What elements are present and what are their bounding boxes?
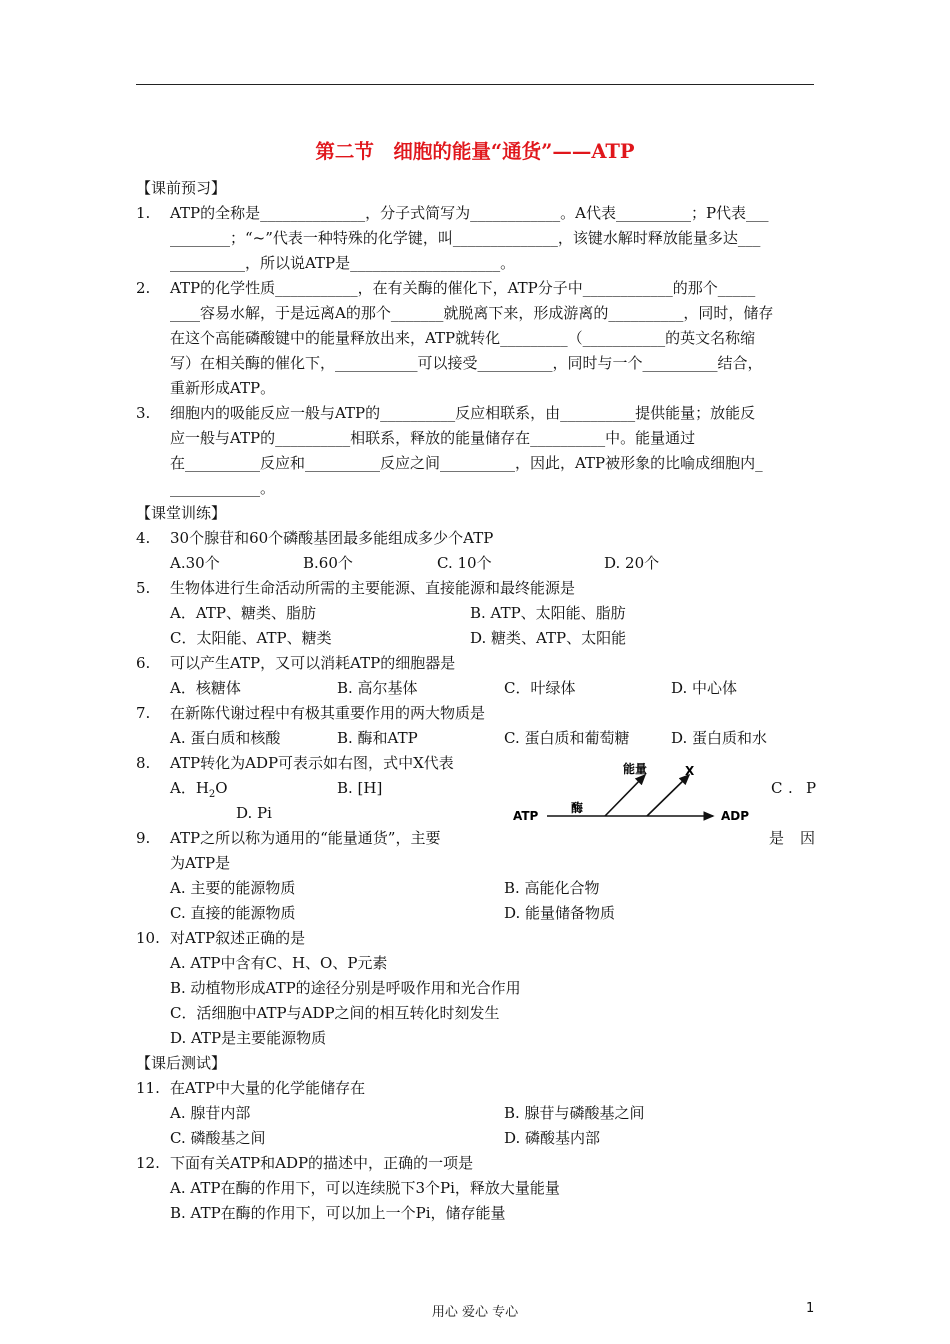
q7-option-b: B. 酶和ATP	[337, 729, 418, 747]
q3-line-2: 应一般与ATP的__________相联系，释放的能量储存在__________中。能量通过	[170, 429, 696, 447]
question-number: 8.	[136, 754, 151, 772]
q8-option-c-letter: C	[771, 779, 783, 797]
q5-stem: 生物体进行生命活动所需的主要能源、直接能源和最终能源是	[170, 579, 576, 597]
q11-option-b: B. 腺苷与磷酸基之间	[504, 1104, 645, 1122]
q8-a-pre: A．H	[170, 779, 209, 797]
q9-stem: ATP之所以称为通用的“能量通货”，主要	[170, 829, 441, 847]
question-number: 1.	[136, 204, 151, 222]
question-number: 2.	[136, 279, 151, 297]
q6-option-b: B. 高尔基体	[337, 679, 418, 697]
q1-line-2: ________；“~”代表一种特殊的化学键，叫______________，该键水解时释放能量多达___	[170, 229, 761, 247]
q1-line-3: __________，所以说ATP是____________________。	[170, 254, 516, 272]
q8-option-c-value: P	[806, 779, 817, 797]
q1-line-1: ATP的全称是______________，分子式简写为____________。A代表__________；P代表___	[170, 204, 769, 222]
q7-option-a: A. 蛋白质和核酸	[170, 729, 281, 747]
q10-option-b: B. 动植物形成ATP的途径分别是呼吸作用和光合作用	[170, 979, 521, 997]
q6-option-a: A．核糖体	[170, 679, 241, 697]
q8-option-a	[170, 778, 228, 798]
q3-line-3: 在__________反应和__________反应之间__________，因此，ATP被形象的比喻成细胞内_	[170, 454, 763, 472]
q12-option-a: A. ATP在酶的作用下，可以连续脱下3个Pi，释放大量能量	[170, 1179, 560, 1197]
q2-line-2: ____容易水解，于是远离A的那个_______就脱离下来，形成游离的__________，同时，储存	[170, 304, 774, 322]
diagram-x-label: X	[685, 764, 695, 778]
q8-option-b: B. [H]	[337, 779, 383, 797]
diagram-energy-label: 能量	[623, 762, 648, 776]
q9-option-d: D. 能量储备物质	[504, 904, 616, 922]
top-rule	[136, 84, 814, 85]
q4-option-b: B.60个	[303, 554, 353, 572]
diagram-enzyme-label: 酶	[571, 801, 584, 815]
q11-option-c: C. 磷酸基之间	[170, 1129, 266, 1147]
q6-option-d: D. 中心体	[671, 679, 738, 697]
q7-option-c: C. 蛋白质和葡萄糖	[504, 729, 630, 747]
q2-line-4: 写）在相关酶的催化下，___________可以接受__________，同时与一个__________结合，	[170, 354, 763, 372]
q10-stem: 对ATP叙述正确的是	[170, 929, 306, 947]
q9-option-c: C. 直接的能源物质	[170, 904, 296, 922]
q5-option-a: A．ATP、糖类、脂肪	[170, 604, 316, 622]
q12-stem: 下面有关ATP和ADP的描述中，正确的一项是	[170, 1154, 474, 1172]
q5-option-d: D. 糖类、ATP、太阳能	[470, 629, 627, 647]
q4-option-c: C. 10个	[437, 554, 492, 572]
question-number: 5.	[136, 579, 151, 597]
q2-line-3: 在这个高能磷酸键中的能量释放出来，ATP就转化_________（___________的英文名称缩	[170, 329, 756, 347]
q9-stem-fragment-2: 因	[800, 829, 816, 847]
q5-option-c: C．太阳能、ATP、糖类	[170, 629, 332, 647]
q6-stem: 可以产生ATP，又可以消耗ATP的细胞器是	[170, 654, 456, 672]
section-heading-preview: 【课前预习】	[136, 179, 227, 197]
question-number: 6.	[136, 654, 151, 672]
q11-stem: 在ATP中大量的化学能储存在	[170, 1079, 366, 1097]
q9-option-b: B. 高能化合物	[504, 879, 600, 897]
q4-option-d: D. 20个	[604, 554, 660, 572]
question-number: 7.	[136, 704, 151, 722]
q7-stem: 在新陈代谢过程中有极其重要作用的两大物质是	[170, 704, 486, 722]
section-heading-after: 【课后测试】	[136, 1054, 227, 1072]
page-footer: 用心 爱心 专心	[431, 1305, 519, 1320]
q10-option-a: A. ATP中含有C、H、O、P元素	[170, 954, 388, 972]
energy-arrow	[605, 775, 645, 816]
q2-line-1: ATP的化学性质___________，在有关酶的催化下，ATP分子中____________的那个_____	[170, 279, 756, 297]
q8-a-sub: 2	[208, 789, 216, 800]
question-number: 12.	[136, 1154, 160, 1172]
atp-adp-diagram	[505, 757, 765, 831]
page-number: 1	[806, 1301, 815, 1316]
q4-stem: 30个腺苷和60个磷酸基团最多能组成多少个ATP	[170, 529, 494, 547]
question-number: 11.	[136, 1079, 160, 1097]
q7-option-d: D. 蛋白质和水	[671, 729, 768, 747]
question-number: 3.	[136, 404, 151, 422]
q10-option-c: C．活细胞中ATP与ADP之间的相互转化时刻发生	[170, 1004, 500, 1022]
q8-stem: ATP转化为ADP可表示如右图，式中X代表	[170, 754, 454, 772]
q9-stem-continued: 为ATP是	[170, 854, 231, 872]
q8-option-d: D. Pi	[236, 804, 272, 822]
q5-option-b: B. ATP、太阳能、脂肪	[470, 604, 626, 622]
question-number: 9.	[136, 829, 151, 847]
q11-option-d: D. 磷酸基内部	[504, 1129, 601, 1147]
q9-stem-fragment-1: 是	[769, 829, 785, 847]
page-title: 第二节 细胞的能量“通货”——ATP	[315, 140, 635, 163]
diagram-atp-label: ATP	[513, 809, 539, 823]
question-number: 4.	[136, 529, 151, 547]
q2-line-5: 重新形成ATP。	[170, 379, 276, 397]
q3-line-4: ____________。	[170, 479, 276, 497]
q8-option-c-dot: .	[788, 779, 793, 797]
question-number: 10.	[136, 929, 160, 947]
q9-option-a: A. 主要的能源物质	[170, 879, 296, 897]
section-heading-class: 【课堂训练】	[136, 504, 227, 522]
q11-option-a: A. 腺苷内部	[170, 1104, 251, 1122]
q10-option-d: D. ATP是主要能源物质	[170, 1029, 327, 1047]
diagram-adp-label: ADP	[721, 809, 750, 823]
q6-option-c: C．叶绿体	[504, 679, 576, 697]
x-arrow	[647, 775, 689, 816]
q4-option-a: A.30个	[170, 554, 220, 572]
q12-option-b: B. ATP在酶的作用下，可以加上一个Pi，储存能量	[170, 1204, 506, 1222]
q8-a-post: O	[215, 779, 228, 797]
q3-line-1: 细胞内的吸能反应一般与ATP的__________反应相联系，由__________提供能量；放能反	[170, 404, 756, 422]
